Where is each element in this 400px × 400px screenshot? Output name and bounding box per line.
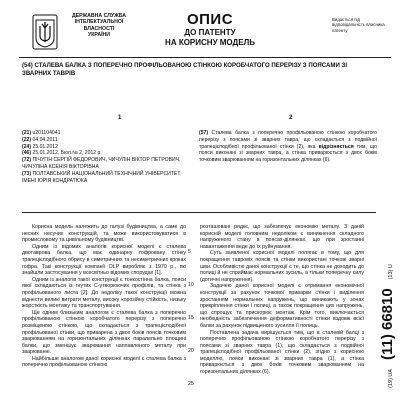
- paragraph: Поставлена задача вирішується тим, що в сталевій балці з поперечно профільованою стінкою коробчатого перерізу з поясами зі зварних тавра (1), що складається з подвійної трапецієподібної профільованої стінки (2), згідно з корисною моделлю, пояси виконані зі зварних тавра (1), а стінка приварюється з двох боків точковим зварюванням на горизонтальних ділянках (6).: [200, 329, 364, 376]
- paragraph: Корисна модель належить до галузі будівництва, а саме до несних несучих конструкцій, та може використовуватися в промисловому та цивільному будівництві.: [22, 224, 186, 244]
- paragraph: Ще одним близьким аналогом є сталева балка з поперечно профільованою стінкою коробчатого перерізу з поперечно розміщеною стінкою, що складається з трапецієподібної профільованої стінки, що приварена з двох боків поясів точковим зварюванням на горизонтальних ділянках паралельно площині балки, що зменшує зварювання наплавленого металу при зварюванні.: [22, 309, 186, 356]
- paragraph: Задачею даної корисної моделі є отримання економічної конструкції за рахунок точкової приварки стінки і виділення зростанням нормальних напружень, що виникають у зонах прикріплення стінки і полиці, а також покращення цих напружень, що спрощує та прискорює монтаж. Крім того, виключається необхідність забезпечення деформативності стінки вздовж всієї балки за рахунок підвищеного зусилля її полиць.: [200, 283, 364, 329]
- line-number: 25: [188, 381, 194, 387]
- paragraph: розташовані рядкє, що забезпечує економію металу. З даній корисній моделі головним недоліком є виникнення складного напруженого стану в поясах-ділянках, що при зростанні навантаження веде до їх руйнування.: [200, 224, 364, 250]
- paragraph: Одним із аналогів такої конструкції є тонкостінна балка, пояси якої складаються із гнутих С-утворюючих профілів, та стінка з профільованого листа [2]. До недоліку такої конструкції можна віднести великі витрати металу, високу корозійну стійкість, низьку жорсткість монтажу та транспортування.: [22, 276, 186, 310]
- line-number: 15: [188, 315, 194, 321]
- biblio-item: (24) 25.01.2012: [22, 143, 58, 150]
- paragraph: Одним із відомих аналогів корисної моделі є сталева двотаврова балка, що має одинарну гофровану стінку трапецієподібного обрису в симетричних та несиметричних кроках гофра. Такі конструкції компанії OLP виробляє з 1970 р., які знайшли застосування у всесвітньо відомих спорудах [1].: [22, 243, 186, 277]
- office-line: ВЛАСНОСТІ: [83, 25, 115, 32]
- biblio-item: (22) 04.04.2011: [22, 136, 58, 143]
- country-code: (19) UA: [388, 368, 394, 388]
- office-line: УКРАЇНИ: [87, 31, 111, 38]
- biblio-item: (46) 25.01.2012, Бюл.№ 2, 2012 р.: [22, 150, 102, 157]
- document-header: [150, 12, 270, 48]
- coat-of-arms-icon: [32, 14, 58, 50]
- description-left-column: [22, 224, 186, 369]
- patent-number: (11) 66810: [379, 288, 396, 361]
- paragraph: Найбільше аналогом даної корисної моделі є сталева балка з поперечно профільованою стінкою: [22, 355, 186, 369]
- patent-title: (54) СТАЛЕВА БАЛКА З ПОПЕРЕЧНО ПРОФІЛЬОВАНОЮ СТІНКОЮ КОРОБЧАТОГО ПЕРЕРІЗУ З ПОЯСАМИ ЗІ ЗВАРНИХ ТАВРІВ: [22, 62, 348, 77]
- divider: [19, 57, 391, 58]
- line-number: 20: [188, 348, 194, 354]
- column-number: 1: [118, 115, 122, 121]
- office-line: ДЕРЖАВНА СЛУЖБА: [71, 13, 127, 19]
- claim-abstract: (57) Сталева балка з поперечно профільованою стінкою коробчатого перерізу з поясами зі зварних тавра, що складається з подвійної трапецієподібної профільованої стінки (2), яка відрізняється тим, що пояси виконані зі зварних тавра, а стінка приварюється з двох боків точковим зварюванням на горизонтальних ділянках (6).: [199, 130, 377, 164]
- subtitle-line-2: НА КОРИСНУ МОДЕЛЬ: [165, 38, 255, 47]
- biblio-item: (73) ПОЛТАВСЬКИЙ НАЦІОНАЛЬНИЙ ТЕХНІЧНИЙ УНІВЕРСИТЕТ ІМЕНІ ЮРІЯ КОНДРАТЮКА: [22, 170, 181, 184]
- patent-number-vertical: [378, 252, 398, 400]
- office-line: ІНТЕЛЕКТУАЛЬНОЇ: [74, 19, 124, 26]
- bibliographic-data: [22, 130, 187, 184]
- subtitle-line-1: ДО ПАТЕНТУ: [184, 28, 236, 37]
- line-number: 5: [188, 249, 191, 255]
- responsibility-note: Видається під відповідальність власника патенту: [332, 17, 385, 33]
- office-name: [63, 13, 135, 38]
- line-number: 10: [188, 282, 194, 288]
- biblio-item: (72) ПІЧУГІН СЕРГІЙ ФЕДОРОВИЧ, ЧИЧУЛІН ВІКТОР ПЕТРОВИЧ, ЧИЧУЛІНА КСЕНІЯ ВІКТОРІВНА: [22, 157, 181, 170]
- kind-code: (13) U: [388, 264, 394, 280]
- divider: [22, 212, 376, 213]
- column-number: 2: [289, 115, 293, 121]
- biblio-item: (21) u201104041: [22, 130, 61, 136]
- description-right-column: [200, 224, 364, 376]
- doc-type: ОПИС: [186, 11, 234, 28]
- paragraph: Суть заявленої корисної моделі полягає в тому, що для покращення тавровіх поясів та стінки використані точкові зварні шви. Особливістю даної конструкції є те, що стінка не доходить до полиці й не сприймає нормальних зусиль, а тільки поперечну силу (дотичні напруження).: [200, 250, 364, 283]
